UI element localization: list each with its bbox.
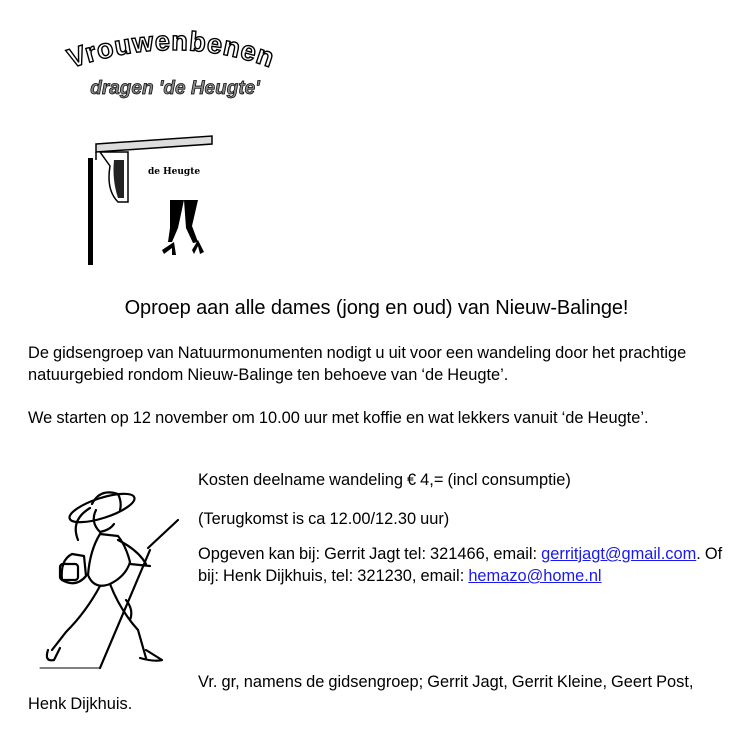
heugte-logo-image xyxy=(88,130,218,265)
cost-text: Kosten deelname wandeling € 4,= (incl consumptie) xyxy=(198,471,571,489)
title-line2: dragen 'de Heugte' xyxy=(90,78,260,99)
return-time-text: (Terugkomst is ca 12.00/12.30 uur) xyxy=(198,510,450,528)
intro-paragraph: De gidsengroep van Natuurmonumenten nodigt u uit voor een wandeling door het prachtige natuurgebied rondom Nieuw-Balinge ten behoeve van ‘de Heugte’. xyxy=(28,344,687,384)
signup-middle: . Of bij: Henk Dijkhuis, tel: 321230, email: xyxy=(198,545,723,585)
page-heading: Oproep aan alle dames (jong en oud) van Nieuw-Balinge! xyxy=(124,297,629,319)
title-wordart xyxy=(30,28,320,108)
closing-signature: Vr. gr, namens de gidsengroep; Gerrit Jagt, Gerrit Kleine, Geert Post, Henk Dijkhuis. xyxy=(28,673,694,713)
hiker-illustration xyxy=(30,480,200,680)
title-line1: Vrouwenbenen xyxy=(63,28,279,74)
signup-prefix: Opgeven kan bij: Gerrit Jagt tel: 321466, email: xyxy=(198,545,542,563)
svg-text:Vrouwenbenen xyxy=(64,28,279,74)
email-link-gerrit[interactable]: gerritjagt@gmail.com xyxy=(541,545,697,563)
signup-paragraph xyxy=(198,543,738,587)
start-time-paragraph: We starten op 12 november om 10.00 uur met koffie en wat lekkers vanuit ‘de Heugte’. xyxy=(28,409,649,427)
logo-sign-text: de Heugte xyxy=(148,167,201,177)
email-link-henk[interactable]: hemazo@home.nl xyxy=(468,567,602,585)
